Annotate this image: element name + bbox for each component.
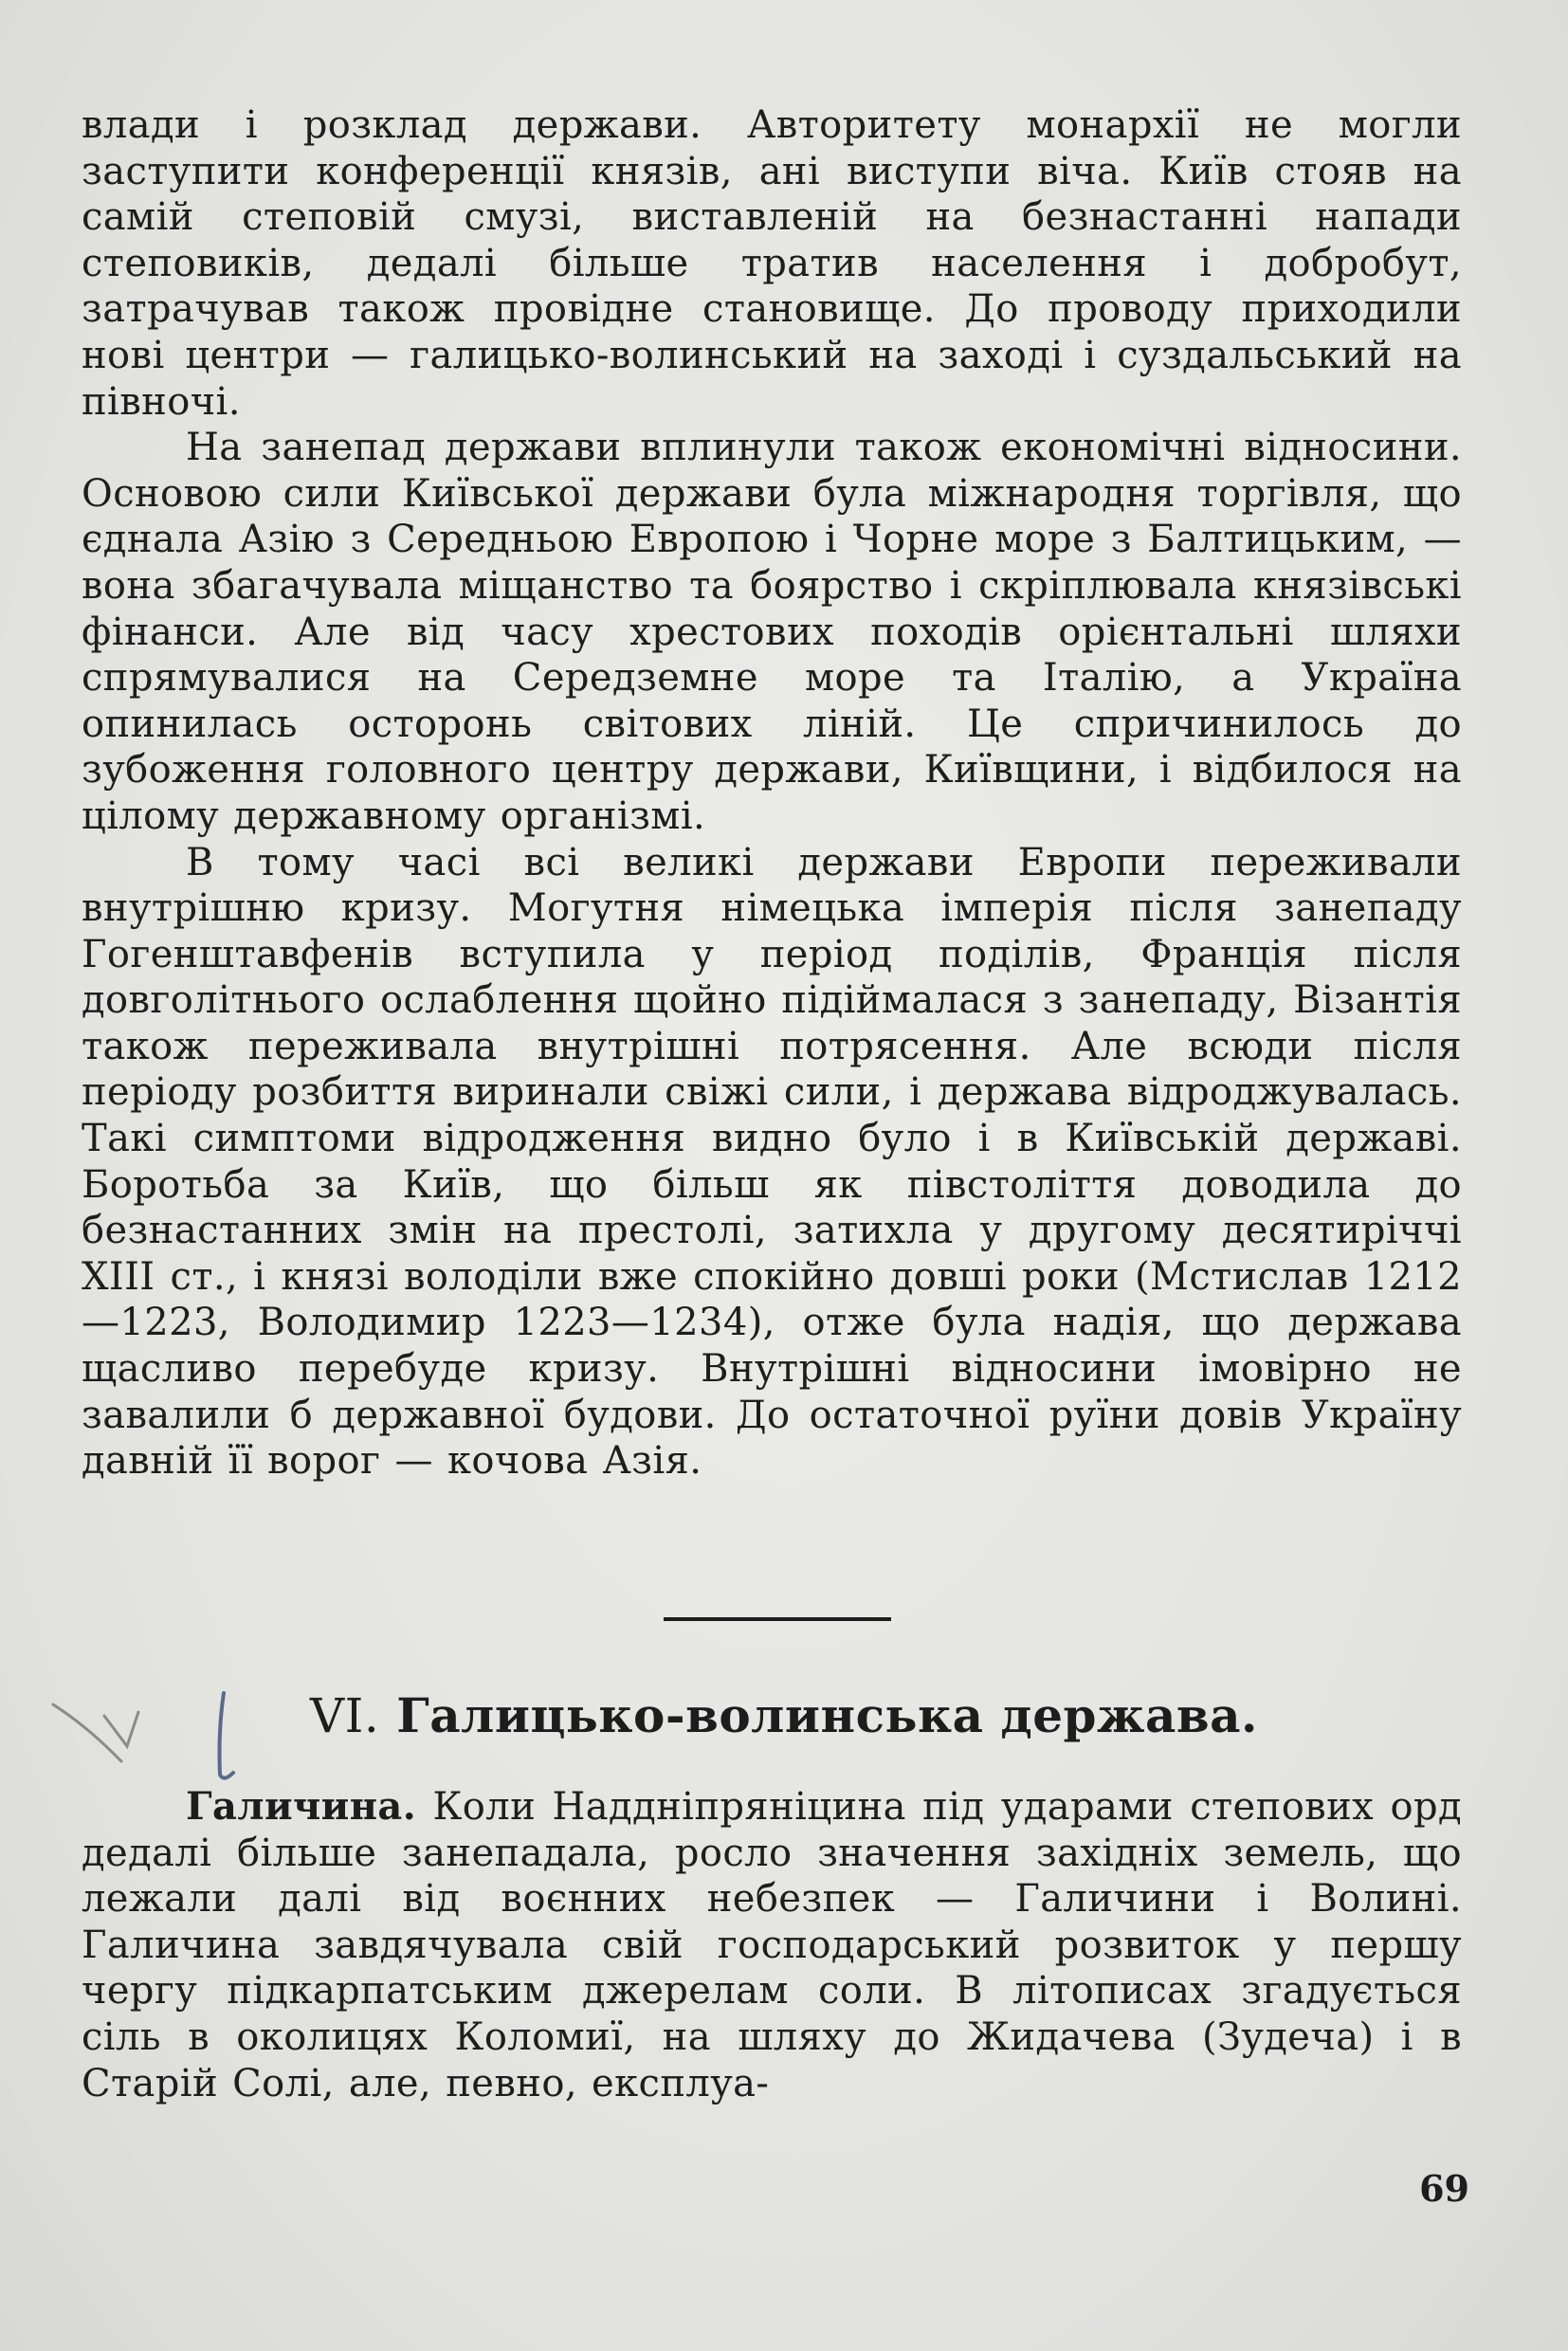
paragraph-galicia-text: Коли Наддніпряніцина під ударами степових орд дедалі більше занепадала, росло значення західніх земель, що лежали далі від воєнних небезпек — Галичини і Волині. Галичина завдячувала свій господарський розвиток у першу чергу підкарпатським джерелам соли. В літописах згадується сіль в околицях Коломиї, на шляху до Жидачева (Зудеча) і в Старій Солі, але, певно, експлуа- bbox=[82, 1785, 1462, 2105]
body-text-bottom bbox=[82, 1784, 1462, 2106]
section-title: Галицько-волинська держава bbox=[396, 1687, 1242, 1743]
section-heading bbox=[0, 1686, 1568, 1746]
paragraph-crisis: В тому часі всі великі держави Европи переживали внутрішню кризу. Могутня німецька імперія після занепаду Гогенштавфенів вступила у період поділів, Франція після довголітнього ослаблення щойно підіймалася з занепаду, Візантія також переживала внутрішні потрясення. Але всюди після періоду розбиття виринали свіжі сили, і держава відроджувалась. Такі симптоми відродження видно було і в Київській державі. Боротьба за Київ, що більш як півстоліття доводила до безнастанних змін на престолі, затихла у другому десятиріччі XIII ст., і князі володіли вже спокійно довші роки (Мстислав 1212—1223, Володимир 1223—1234), отже була надія, що держава щасливо перебуде кризу. Внутрішні відносини імовірно не завалили б державної будови. До остаточної руїни довів Україну давній її ворог — кочова Азія. bbox=[82, 840, 1462, 1484]
section-divider bbox=[664, 1617, 891, 1621]
paragraph-galicia bbox=[82, 1784, 1462, 2106]
page-number: 69 bbox=[1419, 2167, 1469, 2210]
section-title-period: . bbox=[1241, 1687, 1258, 1743]
paragraph-continuation: влади і розклад держави. Авторитету монархії не могли заступити конференції князів, ані виступи віча. Київ стояв на самій степовій смузі, виставленій на безнастанні напади степовиків, дедалі більше тратив населення і добробут, затрачував також провідне становище. До проводу приходили нові центри — галицько-волинський на заході і суздальський на півночі. bbox=[82, 103, 1462, 424]
body-text-top bbox=[82, 102, 1462, 1485]
section-number: VI. bbox=[310, 1688, 380, 1743]
paragraph-lead-term: Галичина. bbox=[186, 1784, 417, 1829]
paragraph-economy: На занепад держави вплинули також економічні відносини. Основою сили Київської держави була міжнародня торгівля, що єднала Азію з Середньою Европою і Чорне море з Балтицьким, — вона збагачувала міщанство та боярство і скріплювала князівські фінанси. Але від часу хрестових походів орієнтальні шляхи спрямувалися на Середземне море та Італію, а Україна опинилась осторонь світових ліній. Це спричинилось до зубоження головного центру держави, Київщини, і відбилося на цілому державному організмі. bbox=[82, 426, 1462, 838]
